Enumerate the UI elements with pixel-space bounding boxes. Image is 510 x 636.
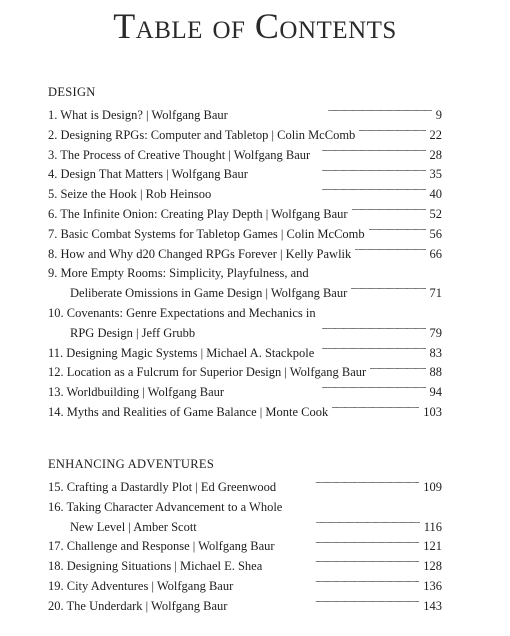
entry-title: 7. Basic Combat Systems for Tabletop Games | Colin McComb <box>48 226 365 241</box>
dot-leader <box>228 384 425 396</box>
toc-entry-line <box>48 324 442 344</box>
entry-title: 6. The Infinite Onion: Creating Play Depth | Wolfgang Baur <box>48 206 348 221</box>
page-number: 83 <box>429 345 442 360</box>
entry-title: 19. City Adventures | Wolfgang Baur <box>48 578 234 593</box>
entry-title: 17. Challenge and Response | Wolfgang Baur <box>48 539 275 554</box>
dot-leader <box>201 519 420 531</box>
page-number: 88 <box>429 365 442 380</box>
entry-title: 14. Myths and Realities of Game Balance | Monte Cook <box>48 404 329 419</box>
toc-entry[interactable] <box>48 185 442 205</box>
toc-entry-line <box>48 225 442 245</box>
toc-entry-line <box>48 597 442 617</box>
page-number: 121 <box>423 539 442 554</box>
page-number: 28 <box>429 147 442 162</box>
toc-entry-line <box>48 518 442 538</box>
dot-leader <box>355 246 425 258</box>
toc-entry-line <box>48 537 442 557</box>
dot-leader <box>280 479 419 491</box>
toc-entry[interactable] <box>48 165 442 185</box>
entry-title: 15. Crafting a Dastardly Plot | Ed Greenwood <box>48 480 277 494</box>
toc-entry-list <box>48 478 442 617</box>
entry-title: 9. More Empty Rooms: Simplicity, Playfulness, and <box>48 266 309 281</box>
toc-entry-line <box>48 304 442 324</box>
toc-entry-line <box>48 106 442 126</box>
dot-leader <box>369 226 426 238</box>
dot-leader <box>232 107 432 119</box>
section-enhancing-adventures <box>48 456 442 617</box>
toc-entry[interactable] <box>48 344 442 364</box>
toc-entry-line <box>48 284 442 304</box>
dot-leader <box>215 186 425 198</box>
entry-title: 18. Designing Situations | Michael E. Shea <box>48 559 263 574</box>
dot-leader <box>359 127 425 139</box>
dot-leader <box>370 364 425 376</box>
entry-title: 13. Worldbuilding | Wolfgang Baur <box>48 385 225 400</box>
entry-title: 10. Covenants: Genre Expectations and Mechanics in <box>48 305 316 320</box>
page-number: 22 <box>429 127 442 142</box>
entry-title: 16. Taking Character Advancement to a Whole <box>48 499 283 514</box>
toc-entry[interactable] <box>48 537 442 557</box>
entry-title: 11. Designing Magic Systems | Michael A. Stackpole <box>48 345 315 360</box>
toc-entry[interactable] <box>48 557 442 577</box>
toc-entry[interactable] <box>48 245 442 265</box>
toc-entry[interactable] <box>48 403 442 423</box>
toc-entry[interactable] <box>48 205 442 225</box>
entry-title: New Level | Amber Scott <box>70 519 197 534</box>
toc-entry[interactable] <box>48 126 442 146</box>
page-number: 103 <box>423 404 442 419</box>
dot-leader <box>237 578 419 590</box>
page-number: 143 <box>423 598 442 613</box>
toc-entry[interactable] <box>48 498 442 538</box>
dot-leader <box>266 558 419 570</box>
toc-entry-line <box>48 577 442 597</box>
toc-entry-line <box>48 383 442 403</box>
page-number: 35 <box>429 167 442 182</box>
dot-leader <box>252 166 426 178</box>
toc-entry[interactable] <box>48 577 442 597</box>
dot-leader <box>332 404 419 416</box>
toc-entry[interactable] <box>48 597 442 617</box>
page-number: 40 <box>429 187 442 202</box>
toc-entry-line <box>48 363 442 383</box>
toc-entry-line <box>48 165 442 185</box>
toc-entry[interactable] <box>48 478 442 498</box>
toc-entry-line <box>48 557 442 577</box>
toc-entry[interactable] <box>48 363 442 383</box>
toc-entry-line <box>48 478 442 498</box>
toc-entry[interactable] <box>48 304 442 344</box>
toc-entry[interactable] <box>48 264 442 304</box>
entry-title: 2. Designing RPGs: Computer and Tabletop | Colin McComb <box>48 127 356 142</box>
page-number: 9 <box>435 108 442 122</box>
page-number: 66 <box>429 246 442 261</box>
dot-leader <box>318 345 425 357</box>
toc-entry[interactable] <box>48 106 442 126</box>
toc-entry[interactable] <box>48 146 442 166</box>
section-design <box>48 84 442 423</box>
entry-title: Deliberate Omissions in Game Design | Wolfgang Baur <box>70 286 348 301</box>
entry-title: 5. Seize the Hook | Rob Heinsoo <box>48 187 212 202</box>
page-title: Table of Contents <box>113 6 397 46</box>
page-number: 71 <box>429 286 442 301</box>
toc-entry-line <box>48 245 442 265</box>
entry-title: 20. The Underdark | Wolfgang Baur <box>48 598 228 613</box>
page-number: 79 <box>429 325 442 340</box>
dot-leader <box>279 538 420 550</box>
toc-entry-line <box>48 498 442 518</box>
entry-title: 12. Location as a Fulcrum for Superior Design | Wolfgang Baur <box>48 365 367 380</box>
entry-title: 8. How and Why d20 Changed RPGs Forever | Kelly Pawlik <box>48 246 352 261</box>
page-number: 94 <box>429 385 442 400</box>
page-number: 52 <box>429 206 442 221</box>
dot-leader <box>352 206 426 218</box>
section-heading: DESIGN <box>48 85 96 99</box>
toc-entry-line <box>48 205 442 225</box>
page-number: 109 <box>423 480 442 494</box>
dot-leader <box>314 147 425 159</box>
dot-leader <box>351 285 425 297</box>
toc-entry-line <box>48 403 442 423</box>
page-number: 116 <box>423 519 442 534</box>
entry-title: 1. What is Design? | Wolfgang Baur <box>48 108 228 122</box>
page-number: 136 <box>423 578 442 593</box>
entry-title: 3. The Process of Creative Thought | Wolfgang Baur <box>48 147 311 162</box>
toc-entry-line <box>48 264 442 284</box>
entry-title: 4. Design That Matters | Wolfgang Baur <box>48 167 248 182</box>
page-number: 56 <box>429 226 442 241</box>
toc-entry[interactable] <box>48 225 442 245</box>
toc-entry-line <box>48 344 442 364</box>
entry-title: RPG Design | Jeff Grubb <box>70 325 196 340</box>
toc-entry-list <box>48 106 442 423</box>
dot-leader <box>231 598 419 610</box>
toc-entry-line <box>48 146 442 166</box>
toc-entry-line <box>48 185 442 205</box>
toc-entry-line <box>48 126 442 146</box>
toc-entry[interactable] <box>48 383 442 403</box>
section-heading: ENHANCING ADVENTURES <box>48 457 215 471</box>
dot-leader <box>199 325 425 337</box>
page-number: 128 <box>423 559 442 574</box>
